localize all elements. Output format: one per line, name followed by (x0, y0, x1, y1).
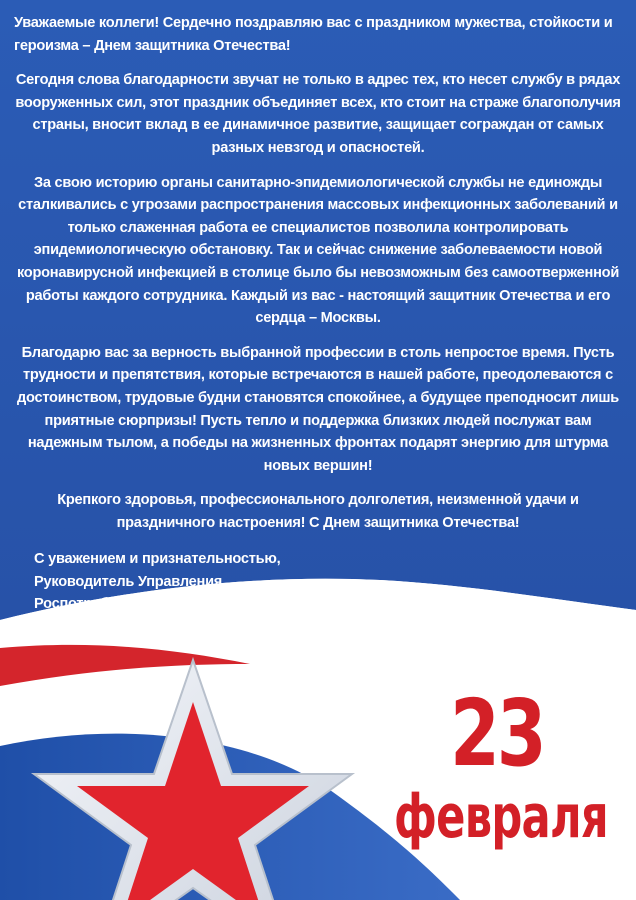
letter-paragraph-history: За свою историю органы санитарно-эпидемиологической службы не единожды сталкивались с угрозами распространения массовых инфекционных заболеваний и только слаженная работа ее специалистов позволила контролировать эпидемиологическую обстановку. Так и сейчас снижение заболеваемости новой коронавирусной инфекцией в столице было бы невозможным без самоотверженной работы каждого сотрудника. Каждый из вас - настоящий защитник Отечества и его сердца – Москвы. (16, 174, 620, 327)
signature-organization: Роспотребнадзора по г. Москве (34, 596, 255, 613)
signature-position: Руководитель Управления (34, 573, 223, 590)
letter-paragraph-thanks: Благодарю вас за верность выбранной профессии в столь непростое время. Пусть трудности и препятствия, которые встречаются в нашей работе, преодолеваются с достоинством, трудовые будни становятся спокойнее, а будущее преподносит лишь приятные сюрпризы! Пусть тепло и поддержка близких людей послужат вам надежным тылом, а победы на жизненных фронтах подарят энергию для штурма новых вершин! (16, 344, 620, 474)
signature-regards: С уважением и признательностью, (34, 551, 281, 567)
letter-paragraph-greeting: Уважаемые коллеги! Сердечно поздравляю вас с праздником мужества, стойкости и героизма – Днем защитника Отечества! (14, 15, 613, 54)
date-day: 23 (450, 680, 544, 787)
letter-paragraph-wishes: Крепкого здоровья, профессионального долголетия, неизменной удачи и праздничного настроения! С Днем защитника Отечества! (57, 492, 579, 531)
date-month: февраля (394, 782, 608, 852)
signature-name: Е.Е. Андреева (456, 596, 556, 612)
letter-paragraph-gratitude: Сегодня слова благодарности звучат не только в адрес тех, кто несет службу в рядах вооруженных сил, этот праздник объединяет всех, кто стоит на страже благополучия страны, вносит вклад в ее динамичное развитие, защищает сограждан от самых разных невзгод и опасностей. (15, 72, 621, 156)
signature-block (34, 548, 594, 616)
greeting-letter (14, 12, 622, 546)
